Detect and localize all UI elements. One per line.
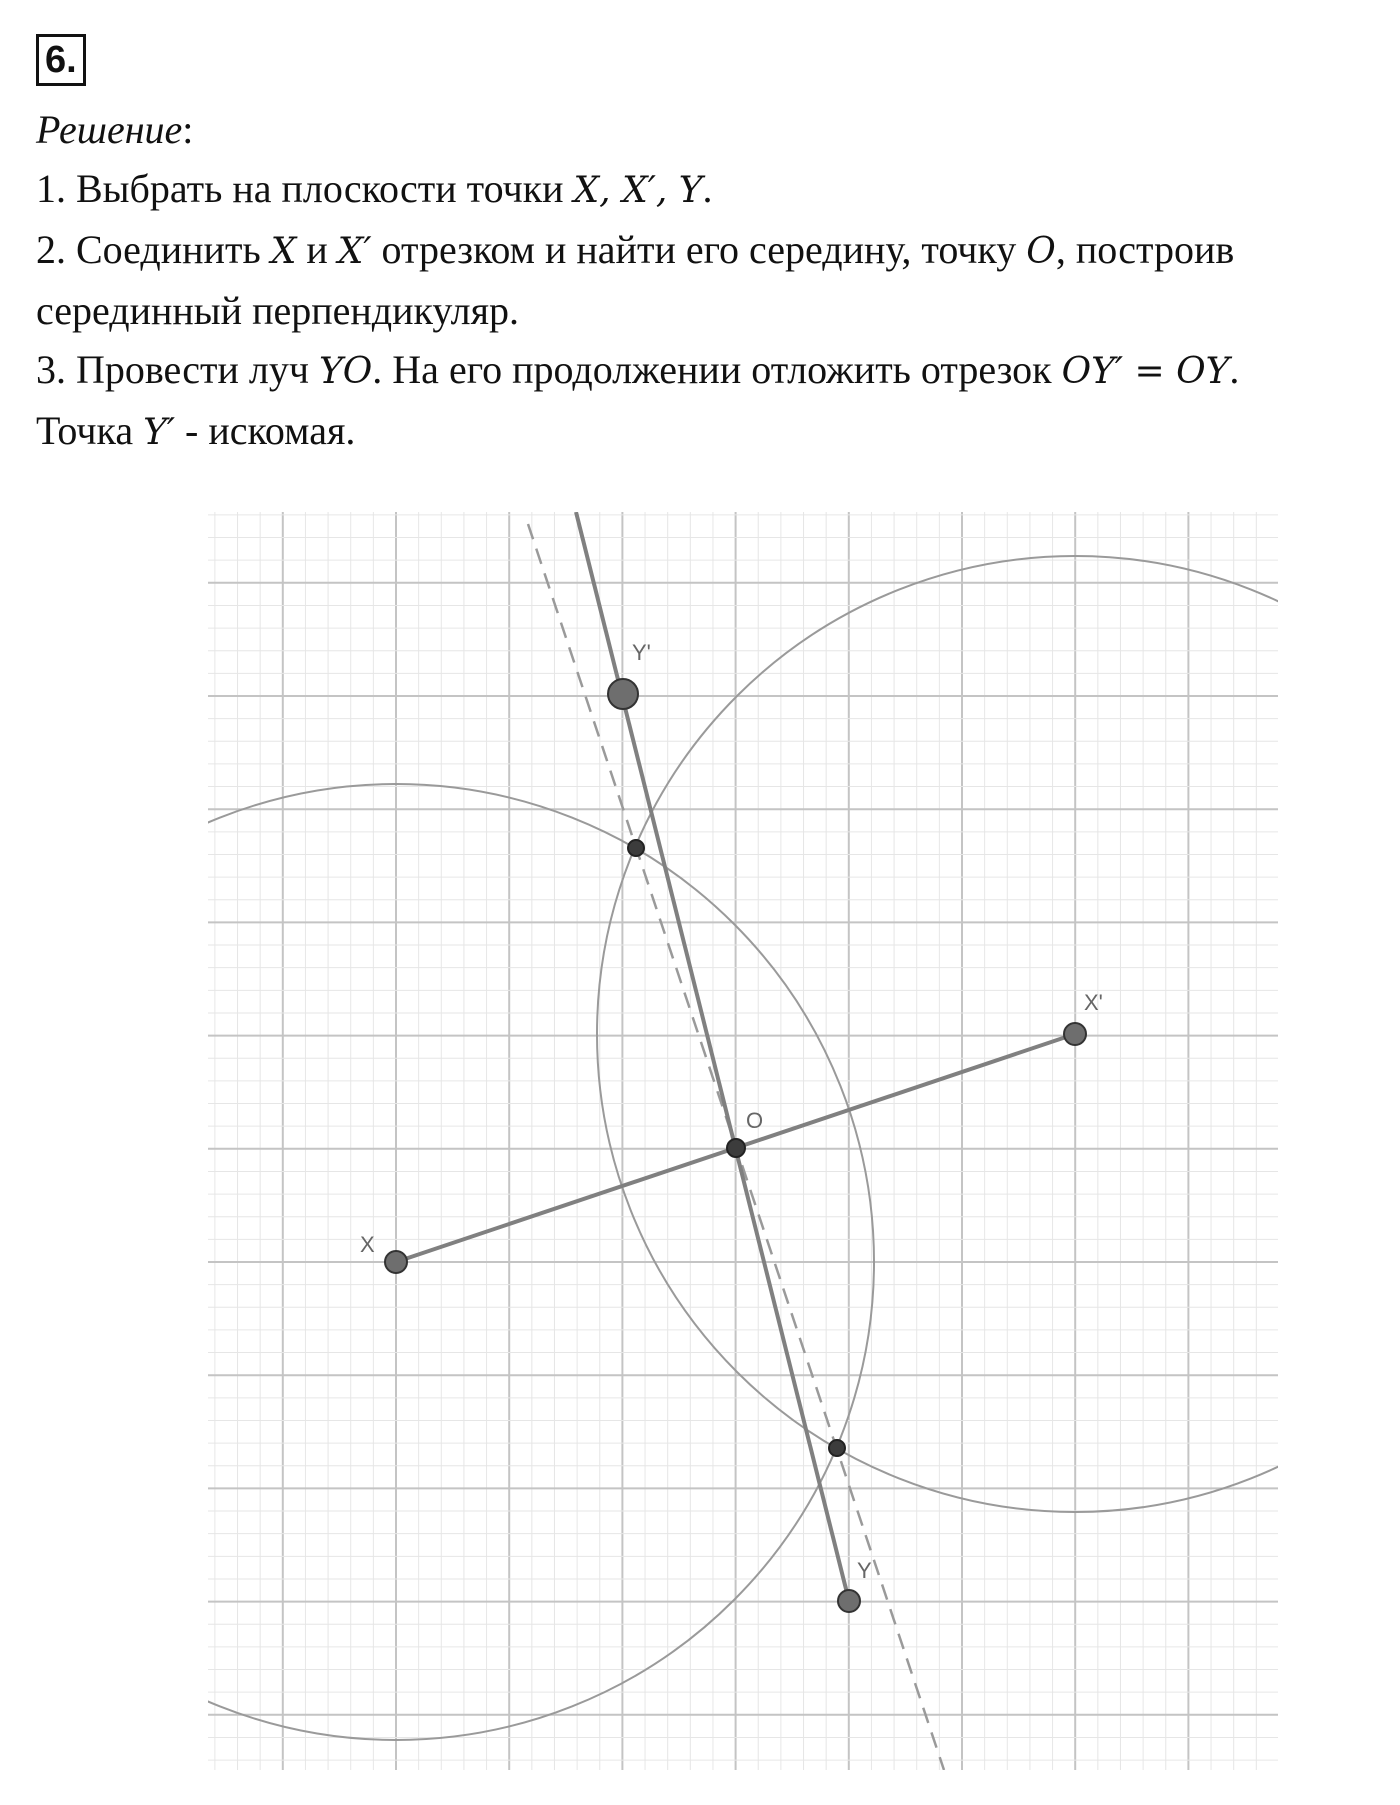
point-o <box>727 1139 745 1157</box>
step-2-math-3: O <box>1026 231 1056 272</box>
step-3-math-1: YO <box>319 351 373 392</box>
construction-layer <box>0 512 1400 1770</box>
step-1-end: . <box>702 166 713 211</box>
conclusion-math: Y′ <box>143 412 176 453</box>
label-y: Y <box>857 1558 872 1583</box>
step-2-text-2: и <box>296 227 338 272</box>
label-x-prime: X' <box>1084 990 1103 1015</box>
step-3-text-3: . <box>1229 347 1240 392</box>
step-3-text-1: 3. Провести луч <box>36 347 320 392</box>
label-o: O <box>746 1108 764 1133</box>
label-y-prime: Y' <box>632 640 651 665</box>
solution-label-suffix: : <box>182 107 194 152</box>
point-x-prime <box>1064 1023 1086 1045</box>
problem-number: 6. <box>36 34 86 86</box>
circle-intersection-top-point <box>628 840 644 856</box>
step-3-text-2: . На его продолжении отложить отрезок <box>372 347 1062 392</box>
arc-circle-center-x-prime <box>597 556 1400 1512</box>
solution-label: Решение <box>36 107 183 152</box>
labels-layer <box>360 640 1103 1583</box>
step-3-math-2: OY′ = OY <box>1061 351 1230 392</box>
point-y-prime <box>608 679 638 709</box>
step-1-math: X, X′, Y <box>573 170 703 211</box>
conclusion-text-1: Точка <box>36 408 144 453</box>
point-y <box>838 1590 860 1612</box>
step-2-math-1: X <box>270 231 297 272</box>
circle-intersection-bottom-point <box>829 1440 845 1456</box>
step-2-text-4: , построив серединный перпендикуляр. <box>36 227 1235 333</box>
step-2-math-2: X′ <box>337 231 372 272</box>
step-1-text: 1. Выбрать на плоскости точки <box>36 166 574 211</box>
point-x <box>385 1251 407 1273</box>
step-2-text-3: отрезком и найти его середину, точку <box>371 227 1027 272</box>
label-x: X <box>360 1232 375 1257</box>
conclusion-text-2: - искомая. <box>175 408 356 453</box>
step-2-text-1: 2. Соединить <box>36 227 271 272</box>
